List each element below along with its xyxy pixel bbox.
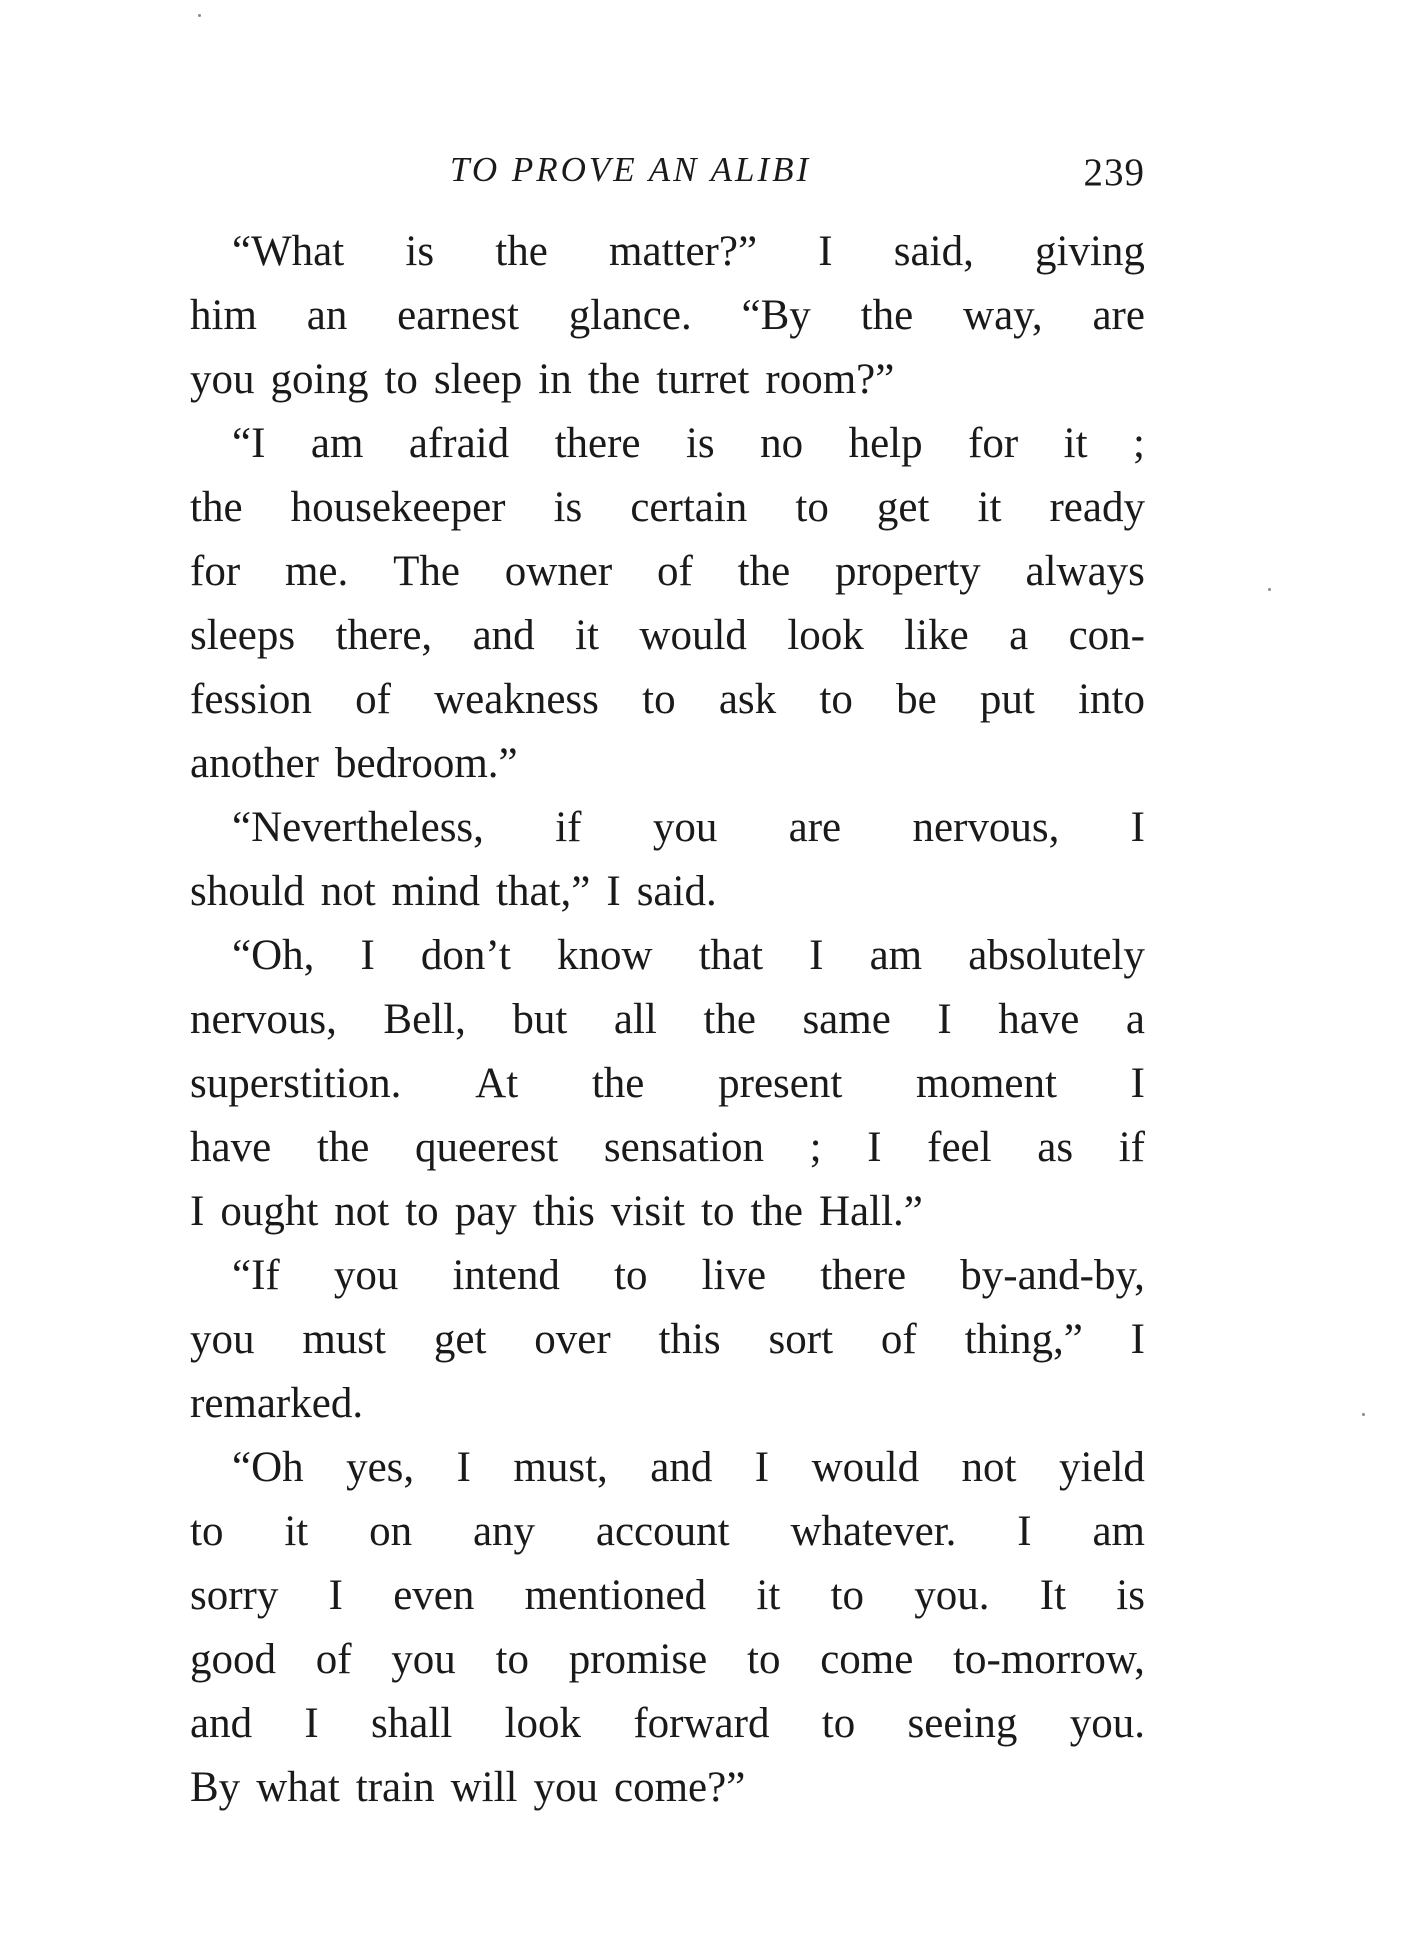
text-line: him an earnest glance. “By the way, are xyxy=(190,292,1145,339)
scan-speck xyxy=(198,14,201,17)
body-text xyxy=(190,220,1145,1820)
text-line: you going to sleep in the turret room?” xyxy=(190,356,895,403)
text-line: remarked. xyxy=(190,1380,364,1427)
running-title: TO PROVE AN ALIBI xyxy=(450,150,812,189)
text-line: good of you to promise to come to-morrow, xyxy=(190,1636,1145,1683)
text-line: fession of weakness to ask to be put into xyxy=(190,676,1145,723)
text-line: “Oh yes, I must, and I would not yield xyxy=(232,1444,1145,1491)
text-line: I ought not to pay this visit to the Hall.” xyxy=(190,1188,923,1235)
text-line: to it on any account whatever. I am xyxy=(190,1508,1145,1555)
text-line: nervous, Bell, but all the same I have a xyxy=(190,996,1145,1043)
text-line: By what train will you come?” xyxy=(190,1764,746,1811)
text-line: sorry I even mentioned it to you. It is xyxy=(190,1572,1145,1619)
running-head xyxy=(190,150,1145,202)
scan-speck xyxy=(1362,1413,1365,1416)
text-line: and I shall look forward to seeing you. xyxy=(190,1700,1145,1747)
scan-speck xyxy=(1268,588,1271,591)
text-line: “If you intend to live there by-and-by, xyxy=(232,1252,1145,1299)
text-line: “I am afraid there is no help for it ; xyxy=(232,420,1145,467)
text-line: another bedroom.” xyxy=(190,740,518,787)
text-line: should not mind that,” I said. xyxy=(190,868,717,915)
text-line: “Nevertheless, if you are nervous, I xyxy=(232,804,1145,851)
text-line: “What is the matter?” I said, giving xyxy=(232,228,1145,275)
text-line: have the queerest sensation ; I feel as if xyxy=(190,1124,1145,1171)
text-line: the housekeeper is certain to get it ready xyxy=(190,484,1145,531)
text-line: sleeps there, and it would look like a con- xyxy=(190,612,1145,659)
text-line: you must get over this sort of thing,” I xyxy=(190,1316,1145,1363)
book-page xyxy=(190,150,1145,1820)
page-number: 239 xyxy=(1083,151,1145,194)
text-line: for me. The owner of the property always xyxy=(190,548,1145,595)
text-line: “Oh, I don’t know that I am absolutely xyxy=(232,932,1145,979)
text-line: superstition. At the present moment I xyxy=(190,1060,1145,1107)
